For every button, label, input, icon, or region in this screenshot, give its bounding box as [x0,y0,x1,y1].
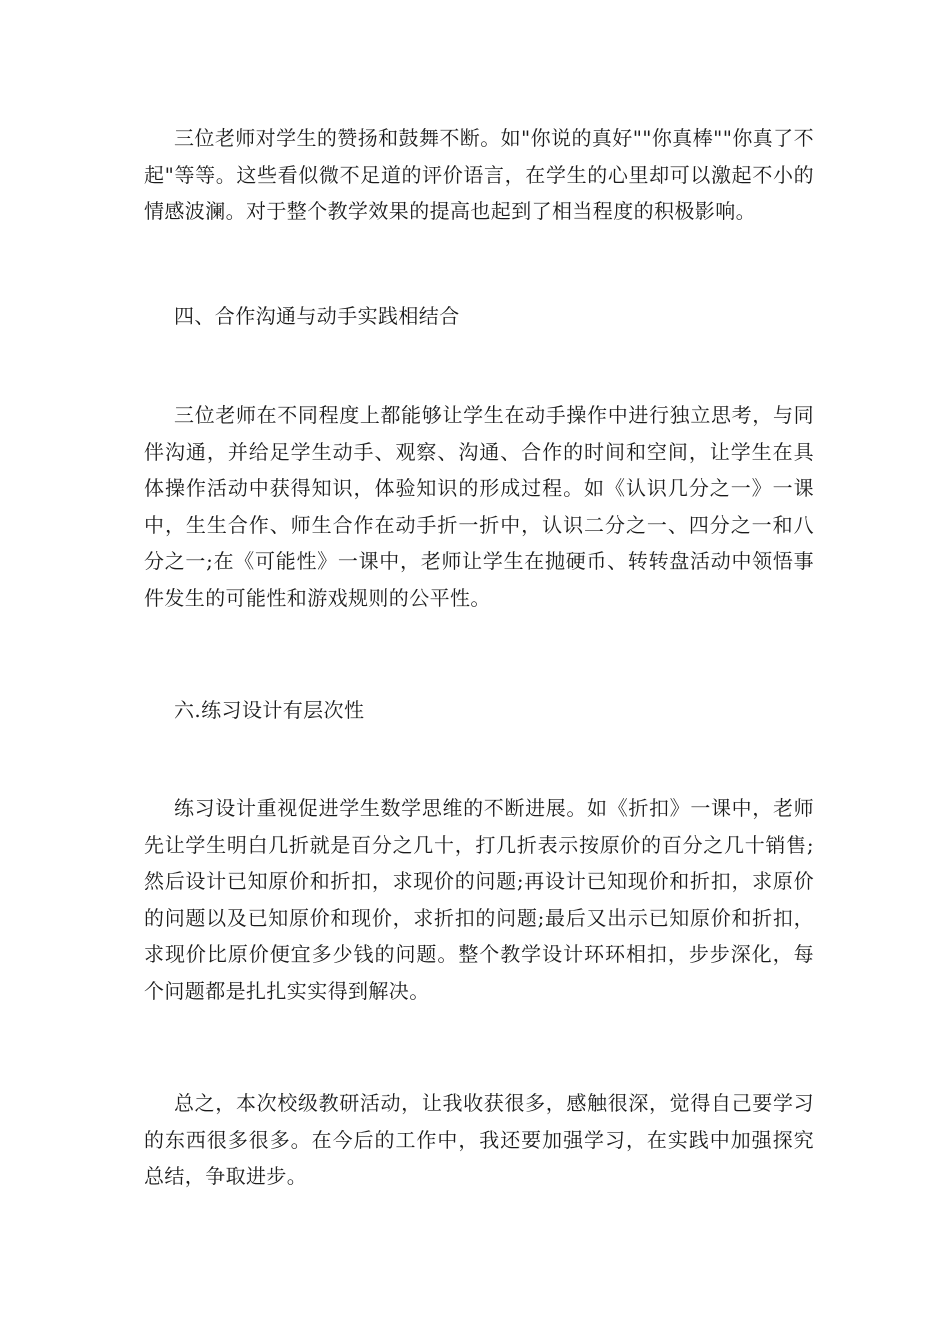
paragraph-exercise-design: 练习设计重视促进学生数学思维的不断进展。如《折扣》一课中，老师先让学生明白几折就是百分之几十，打几折表示按原价的百分之几十销售;然后设计已知原价和折扣，求现价的问题;再设计已知现价和折扣，求原价的问题以及已知原价和现价，求折扣的问题;最后又出示已知原价和折扣，求现价比原价便宜多少钱的问题。整个教学设计环环相扣，步步深化，每个问题都是扎扎实实得到解决。 [144,796,814,1003]
paragraph-conclusion: 总之，本次校级教研活动，让我收获很多，感触很深，觉得自己要学习的东西很多很多。在今后的工作中，我还要加强学习，在实践中加强探究总结，争取进步。 [144,1091,814,1188]
paragraph-teacher-praise: 三位老师对学生的赞扬和鼓舞不断。如"你说的真好""你真棒""你真了不起"等等。这些看似微不足道的评价语言，在学生的心里却可以激起不小的情感波澜。对于整个教学效果的提高也起到了相当程度的积极影响。 [144,126,814,223]
section-heading-exercise-design: 六.练习设计有层次性 [174,698,365,722]
paragraph-hands-on-practice: 三位老师在不同程度上都能够让学生在动手操作中进行独立思考，与同伴沟通，并给足学生动手、观察、沟通、合作的时间和空间，让学生在具体操作活动中获得知识，体验知识的形成过程。如《认识几分之一》一课中，生生合作、师生合作在动手折一折中，认识二分之一、四分之一和八分之一;在《可能性》一课中，老师让学生在抛硬币、转转盘活动中领悟事件发生的可能性和游戏规则的公平性。 [144,403,814,610]
section-heading-cooperation: 四、合作沟通与动手实践相结合 [174,304,460,328]
